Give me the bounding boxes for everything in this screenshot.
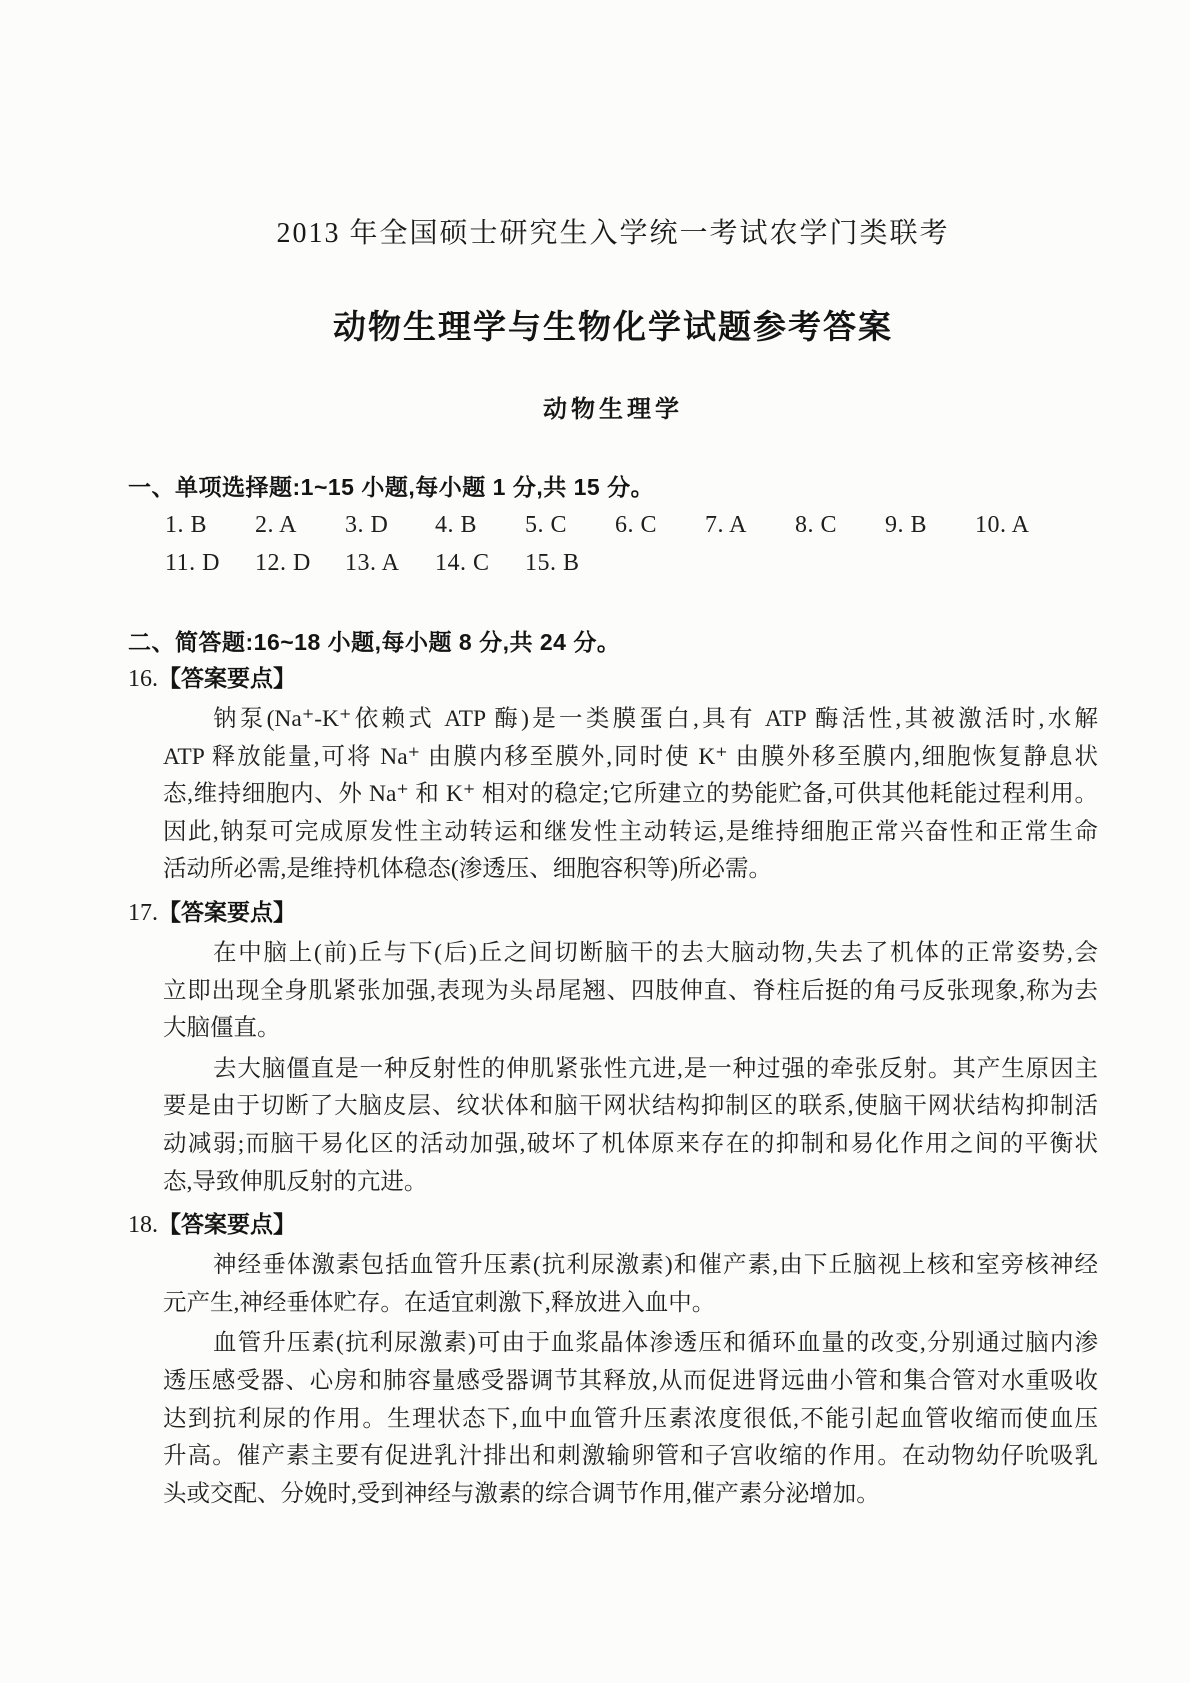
question-number: 18. [128,1212,158,1239]
question-block [128,1205,1098,1513]
exam-title: 2013 年全国硕士研究生入学统一考试农学门类联考 [276,218,950,249]
answer-line: ATP 释放能量,可将 Na⁺ 由膜内移至膜外,同时使 K⁺ 由膜外移至膜内,细胞恢复静息状 [163,743,1098,770]
answer-row [165,506,1098,544]
answer-item: 2. A [255,512,298,538]
answer-line: 头或交配、分娩时,受到神经与激素的综合调节作用,催产素分泌增加。 [163,1480,880,1507]
answer-item: 12. D [255,550,311,576]
answer-line: 去大脑僵直是一种反射性的伸肌紧张性亢进,是一种过强的牵张反射。其产生原因主 [213,1055,1098,1082]
answer-item: 11. D [165,550,220,576]
answer-key-title: 动物生理学与生物化学试题参考答案 [333,308,893,345]
answer-points-label: 【答案要点】 [158,665,296,691]
question-number: 16. [128,666,158,692]
answer-item: 4. B [435,512,478,538]
answer-paragraph [163,935,1098,1048]
answer-row [165,544,1098,582]
answer-item: 3. D [345,512,389,538]
question-number: 17. [128,899,158,926]
answer-item: 6. C [615,512,658,538]
answer-item: 8. C [795,512,838,538]
answer-points-heading [128,659,1098,701]
answer-item: 10. A [975,512,1030,538]
answer-item: 14. C [435,550,490,576]
answer-line: 钠泵(Na⁺-K⁺依赖式 ATP 酶)是一类膜蛋白,具有 ATP 酶活性,其被激活时,水解 [213,706,1098,732]
answer-points-label: 【答案要点】 [158,1211,296,1238]
answer-line: 升高。催产素主要有促进乳汁排出和刺激输卵管和子宫收缩的作用。在动物幼仔吮吸乳 [163,1443,1098,1470]
answer-item: 1. B [165,512,208,538]
question-block [128,893,1098,1201]
answer-line: 要是由于切断了大脑皮层、纹状体和脑干网状结构抑制区的联系,使脑干网状结构抑制活 [163,1093,1098,1120]
answer-item: 13. A [345,550,400,576]
answer-item: 9. B [885,512,928,538]
answer-line: 态,维持细胞内、外 Na⁺ 和 K⁺ 相对的稳定;它所建立的势能贮备,可供其他耗能过程利用。 [163,781,1098,808]
answer-item: 15. B [525,550,580,576]
answer-paragraph [163,701,1098,889]
answer-line: 神经垂体激素包括血管升压素(抗利尿激素)和催产素,由下丘脑视上核和室旁核神经 [213,1252,1098,1279]
answer-line: 动减弱;而脑干易化区的活动加强,破坏了机体原来存在的抑制和易化作用之间的平衡状 [163,1130,1098,1157]
answer-line: 大脑僵直。 [163,1015,281,1042]
answer-points-label: 【答案要点】 [158,898,296,925]
answer-line: 立即出现全身肌紧张加强,表现为头昂尾翘、四肢伸直、脊柱后挺的角弓反张现象,称为去 [163,977,1098,1004]
question-block [128,659,1098,889]
answer-line: 达到抗利尿的作用。生理状态下,血中血管升压素浓度很低,不能引起血管收缩而使血压 [163,1405,1098,1432]
answer-item: 7. A [705,512,748,538]
section-one-heading: 一、单项选择题:1~15 小题,每小题 1 分,共 15 分。 [128,474,655,500]
answer-line: 因此,钠泵可完成原发性主动转运和继发性主动转运,是维持细胞正常兴奋性和正常生命 [163,818,1098,845]
section-two-heading: 二、简答题:16~18 小题,每小题 8 分,共 24 分。 [128,629,621,655]
answer-line: 活动所必需,是维持机体稳态(渗透压、细胞容积等)所必需。 [163,856,773,883]
choice-answer-grid [165,506,1098,582]
answer-paragraph [163,1247,1098,1322]
answer-points-heading [128,1205,1098,1247]
answer-line: 在中脑上(前)丘与下(后)丘之间切断脑干的去大脑动物,失去了机体的正常姿势,会 [213,939,1098,966]
subject-heading: 动物生理学 [543,396,683,423]
answer-line: 态,导致伸肌反射的亢进。 [163,1168,428,1195]
answer-line: 元产生,神经垂体贮存。在适宜刺激下,释放进入血中。 [163,1289,716,1316]
answer-line: 透压感受器、心房和肺容量感受器调节其释放,从而促进肾远曲小管和集合管对水重吸收 [163,1367,1098,1394]
answer-paragraph [163,1325,1098,1513]
short-answer-section [128,659,1098,1513]
answer-item: 5. C [525,512,568,538]
answer-line: 血管升压素(抗利尿激素)可由于血浆晶体渗透压和循环血量的改变,分别通过脑内渗 [213,1330,1098,1357]
answer-points-heading [128,893,1098,935]
answer-paragraph [163,1051,1098,1201]
